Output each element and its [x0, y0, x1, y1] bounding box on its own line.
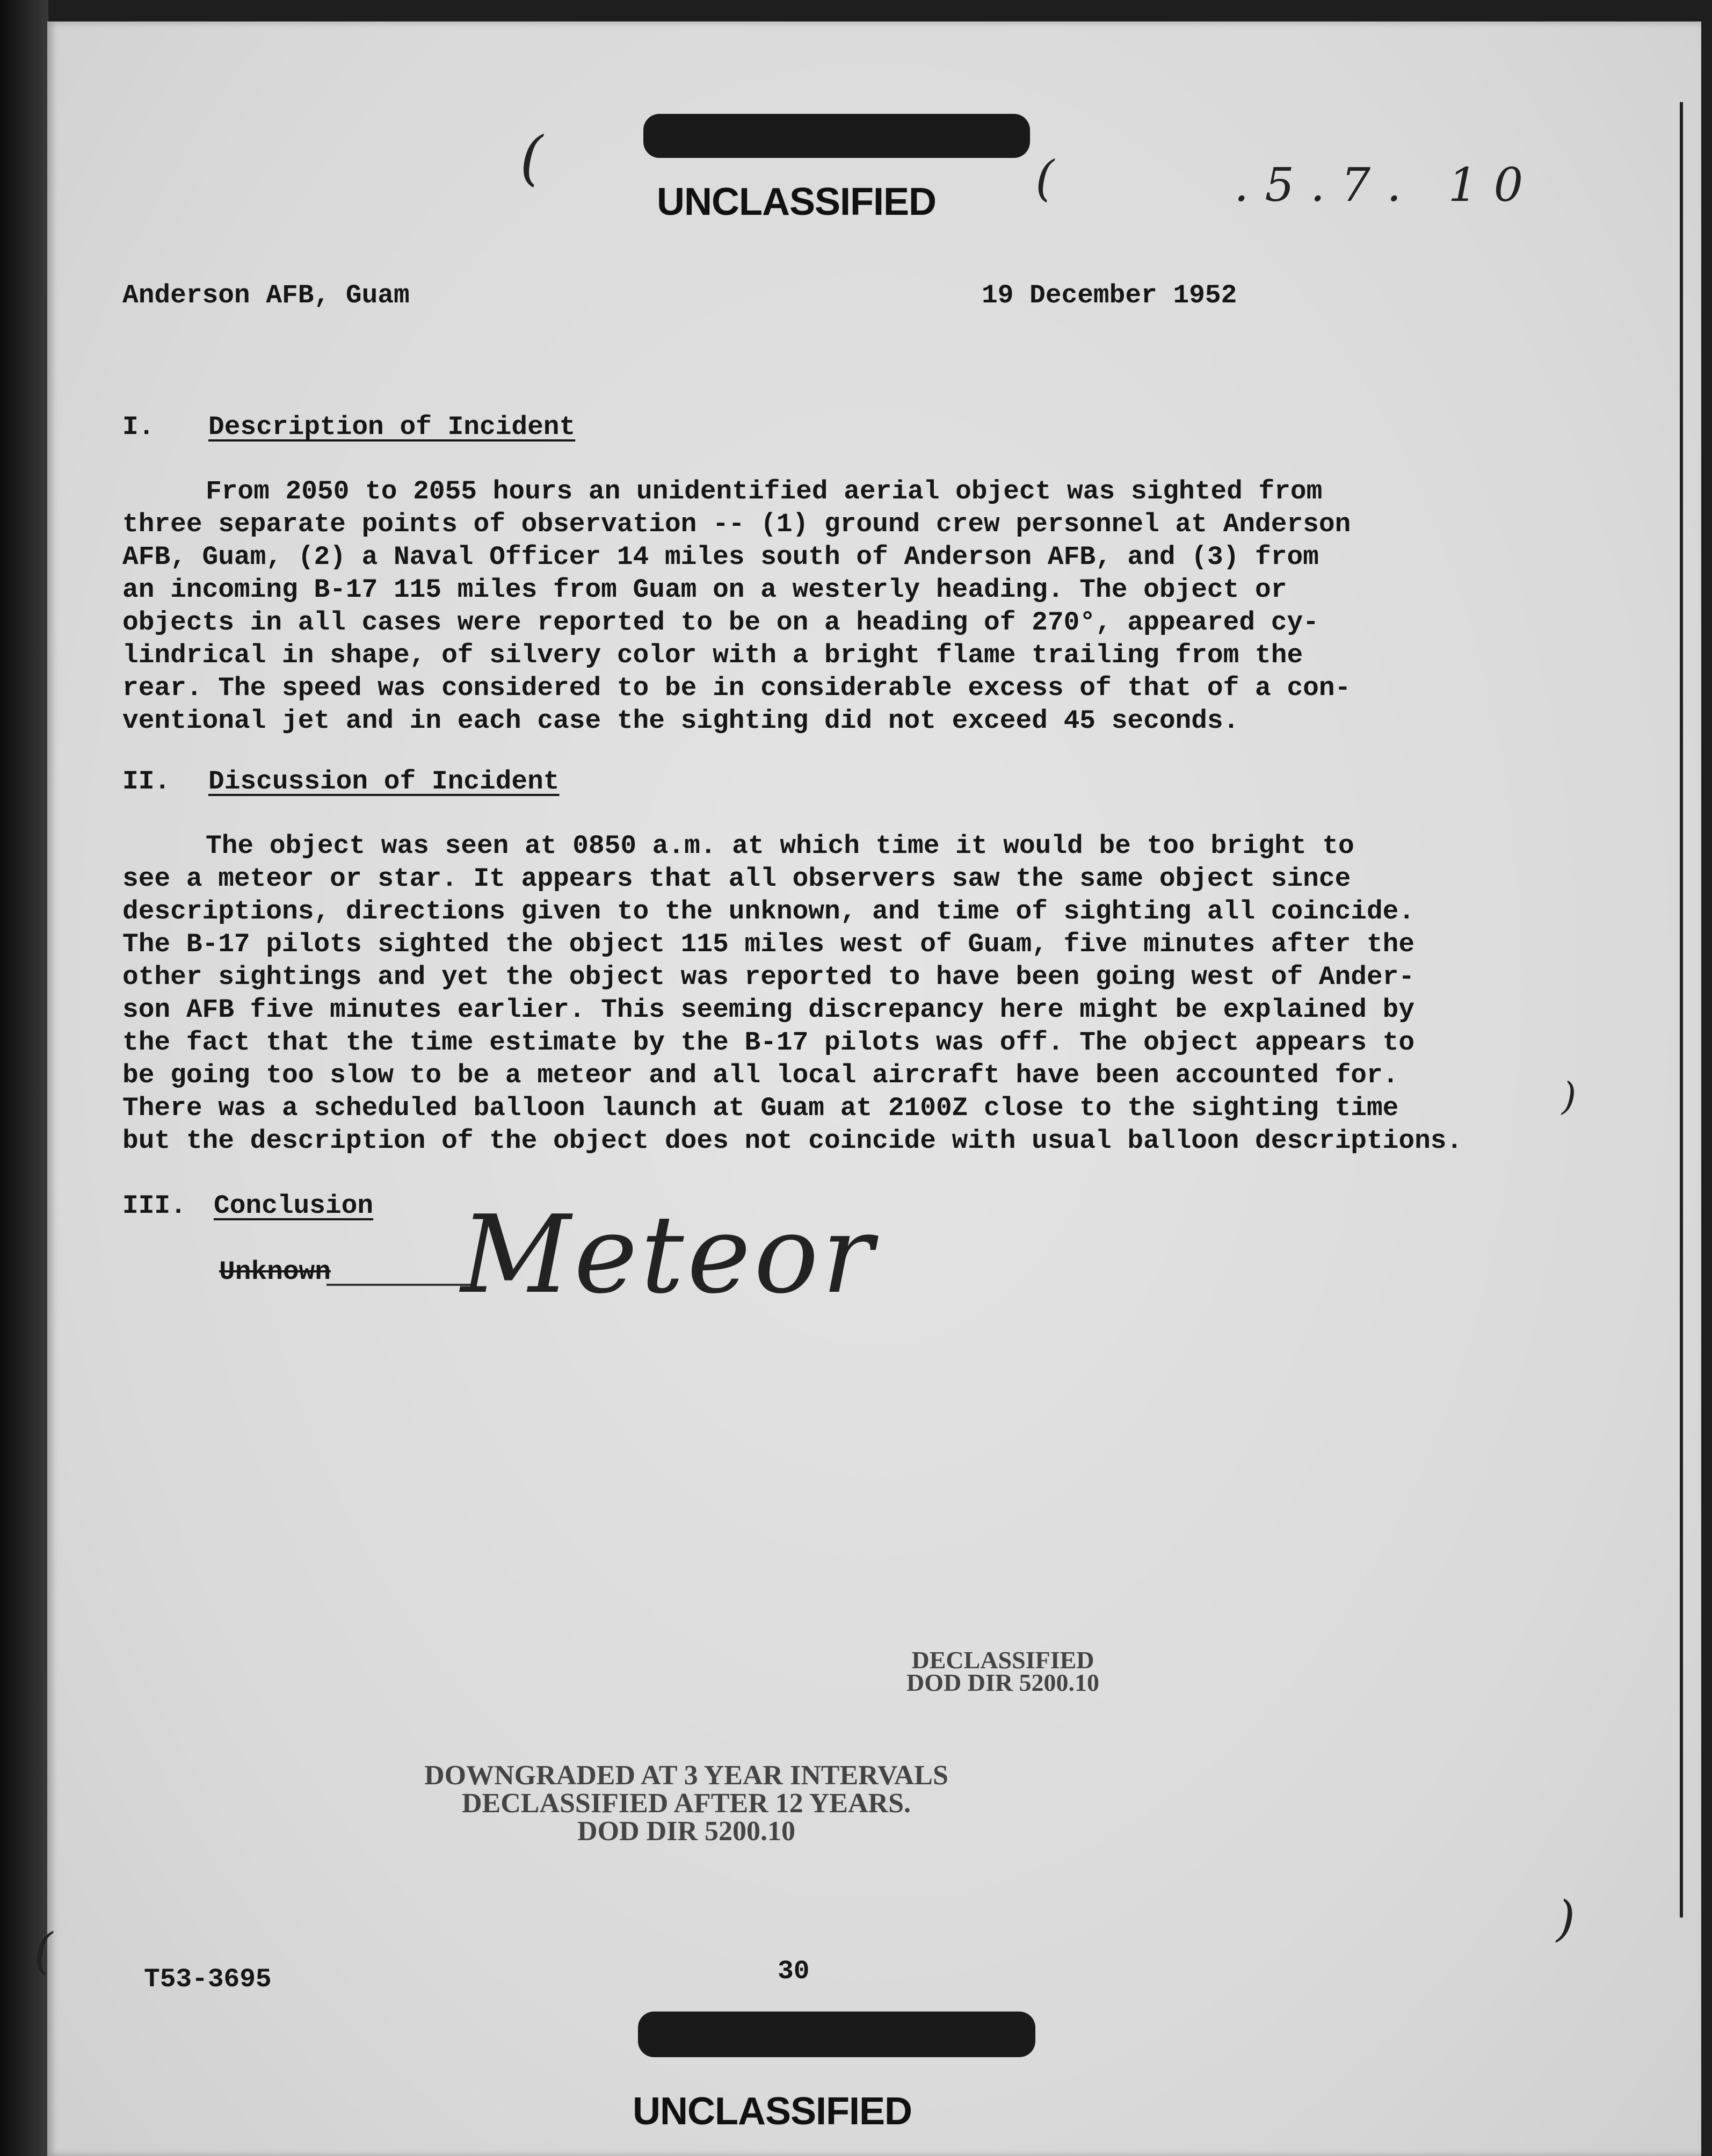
section-number: III.	[122, 1191, 186, 1221]
body-line: rear. The speed was considered to be in considerable excess of that of a con-	[122, 673, 1351, 703]
document-page	[34, 21, 1701, 2156]
body-line: other sightings and yet the object was reported to have been going west of Ander-	[122, 962, 1415, 992]
stamp-line: DECLASSIFIED AFTER 12 YEARS.	[461, 1788, 911, 1819]
section-title: Conclusion	[214, 1191, 374, 1221]
body-line: objects in all cases were reported to be on a heading of 270°, appeared cy-	[122, 607, 1319, 638]
redaction-bar-top	[643, 114, 1030, 158]
margin-mark: )	[1562, 1074, 1577, 1118]
classification-header: UNCLASSIFIED	[657, 180, 937, 223]
document-date: 19 December 1952	[982, 280, 1237, 310]
case-number: T53-3695	[144, 1964, 272, 1994]
handwritten-reference: .5.7. 10	[1234, 158, 1540, 212]
body-line: AFB, Guam, (2) a Naval Officer 14 miles south of Anderson AFB, and (3) from	[122, 542, 1319, 572]
body-line: From 2050 to 2055 hours an unidentified aerial object was sighted from	[206, 476, 1323, 507]
margin-mark: (	[34, 1923, 53, 1979]
body-line: There was a scheduled balloon launch at Guam at 2100Z close to the sighting time	[122, 1093, 1399, 1123]
body-line: ventional jet and in each case the sighting did not exceed 45 seconds.	[122, 706, 1239, 736]
classification-footer: UNCLASSIFIED	[633, 2090, 912, 2133]
page-edge-rule	[1680, 102, 1683, 1918]
location: Anderson AFB, Guam	[122, 280, 410, 310]
body-line: an incoming B-17 115 miles from Guam on a westerly heading. The object or	[122, 575, 1287, 605]
section-title: Discussion of Incident	[208, 766, 560, 797]
body-line: descriptions, directions given to the unknown, and time of sighting all coincide.	[122, 896, 1415, 927]
page-mark-paren: (	[520, 124, 543, 192]
stamp-line: DECLASSIFIED	[911, 1646, 1094, 1674]
body-line: lindrical in shape, of silvery color with a bright flame trailing from the	[122, 640, 1303, 670]
stamp-line: DOWNGRADED AT 3 YEAR INTERVALS	[424, 1760, 948, 1791]
declassification-stamp-right	[906, 1646, 1100, 1696]
body-line: be going too slow to be a meteor and all local aircraft have been accounted for.	[122, 1060, 1399, 1090]
stamp-line: DOD DIR 5200.10	[577, 1816, 795, 1847]
redaction-bar-bottom	[638, 2012, 1035, 2057]
conclusion-handwritten: Meteor	[461, 1192, 876, 1318]
film-edge	[0, 0, 48, 2156]
stamp-line: DOD DIR 5200.10	[906, 1669, 1100, 1696]
body-line: the fact that the time estimate by the B-17 pilots was off. The object appears to	[122, 1028, 1415, 1058]
downgrade-stamp	[337, 1762, 1035, 1846]
section-title: Description of Incident	[208, 412, 576, 442]
section-number: I.	[122, 412, 155, 442]
body-line: but the description of the object does not coincide with usual balloon descriptions.	[122, 1126, 1463, 1156]
body-line: three separate points of observation -- (1) ground crew personnel at Anderson	[122, 509, 1351, 539]
body-line: The B-17 pilots sighted the object 115 miles west of Guam, five minutes after the	[122, 929, 1415, 959]
section-body	[122, 830, 1462, 1157]
body-line: see a meteor or star. It appears that all observers saw the same object since	[122, 864, 1351, 894]
margin-mark: )	[1556, 1891, 1576, 1947]
conclusion-typed: Unknown	[219, 1257, 331, 1287]
page-number: 30	[778, 1956, 810, 1986]
page-mark-paren: (	[1035, 150, 1055, 207]
body-line: son AFB five minutes earlier. This seeming discrepancy here might be explained by	[122, 995, 1415, 1025]
body-line: The object was seen at 0850 a.m. at which time it would be too bright to	[206, 831, 1354, 861]
section-body	[122, 475, 1351, 737]
section-number: II.	[122, 766, 171, 797]
strike-line	[327, 1284, 477, 1286]
